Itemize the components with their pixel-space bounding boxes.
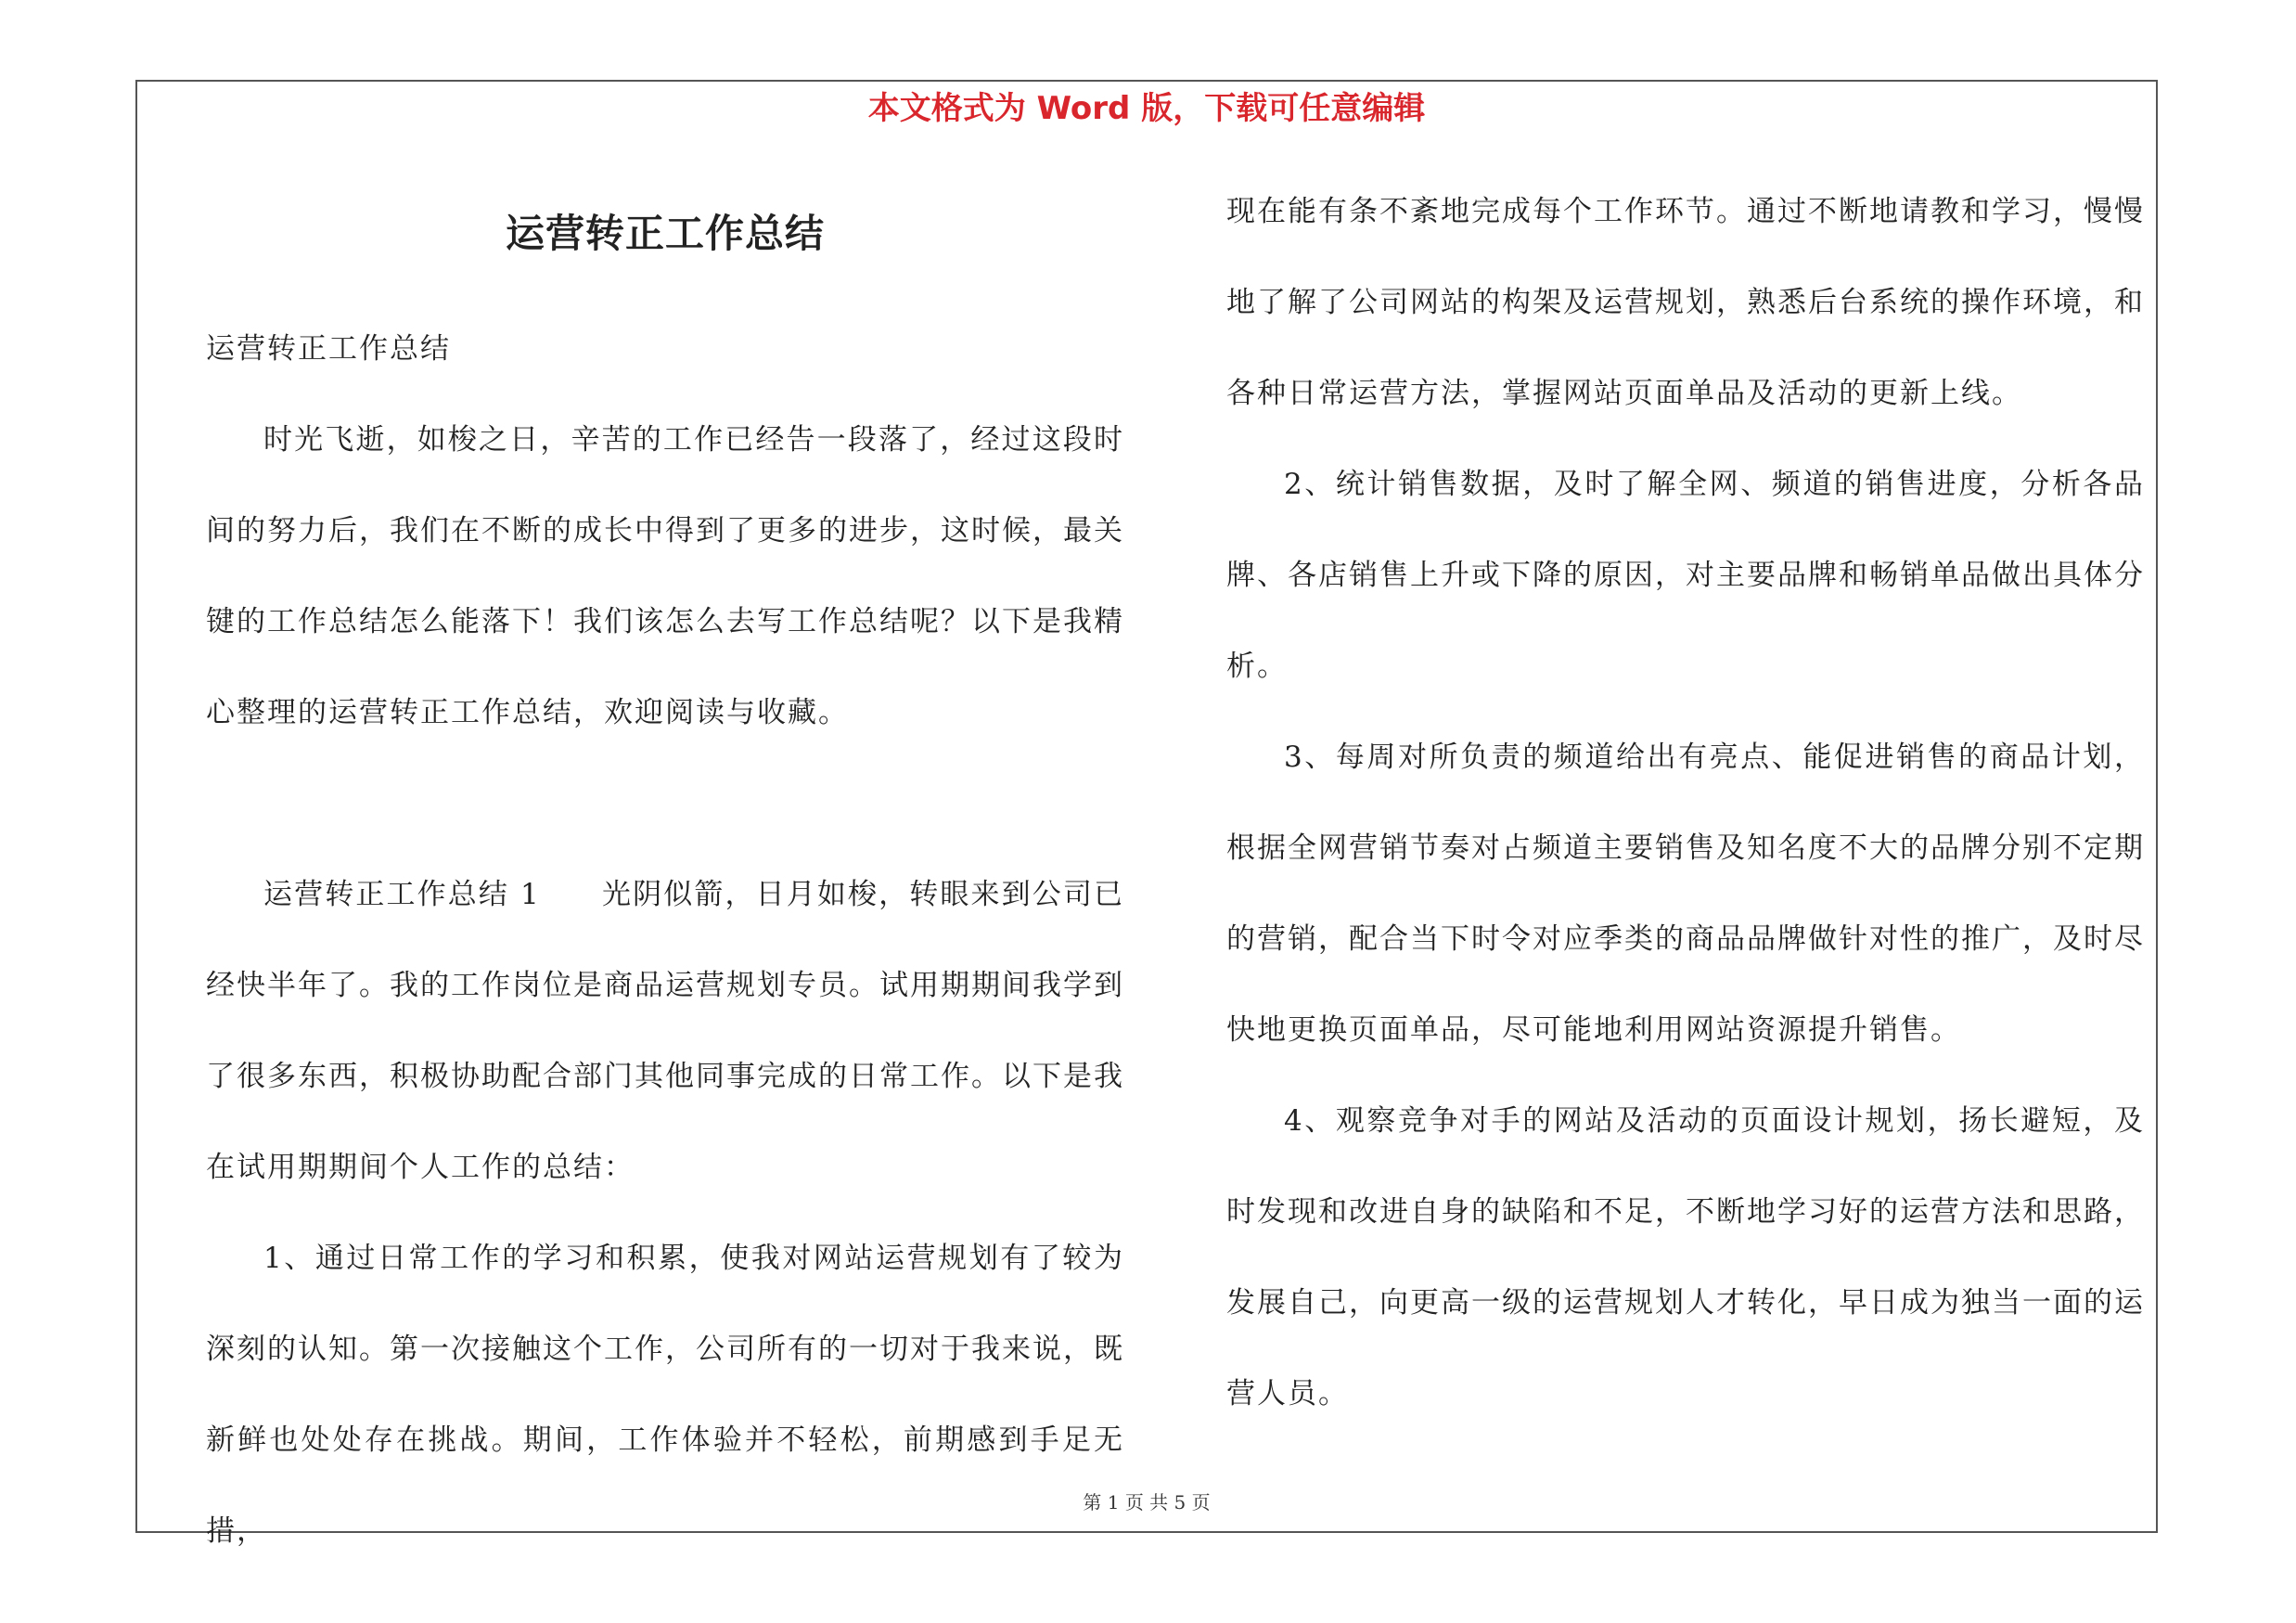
word-format-banner: 本文格式为 Word 版，下载可任意编辑 <box>867 90 1426 127</box>
point-1-paragraph: 1、通过日常工作的学习和积累，使我对网站运营规划有了较为深刻的认知。第一次接触这个工作，公司所有的一切对于我来说，既新鲜也处处存在挑战。期间，工作体验并不轻松，前期感到手足无措， <box>206 1242 1124 1548</box>
left-column <box>206 303 1124 1577</box>
summary-1-paragraph: 运营转正工作总结 1 光阴似箭，日月如梭，转眼来到公司已经快半年了。我的工作岗位是商品运营规划专员。试用期期间我学到了很多东西，积极协助配合部门其他同事完成的日常工作。以下是我在试用期期间个人工作的总结： <box>206 878 1124 1184</box>
subtitle-line: 运营转正工作总结 <box>206 332 451 366</box>
page-number-footer: 第 1 页 共 5 页 <box>1083 1491 1211 1514</box>
point-4-paragraph: 4、观察竞争对手的网站及活动的页面设计规划，扬长避短，及时发现和改进自身的缺陷和不足，不断地学习好的运营方法和思路，发展自己，向更高一级的运营规划人才转化，早日成为独当一面的运营人员。 <box>1226 1104 2145 1410</box>
point-3-paragraph: 3、每周对所负责的频道给出有亮点、能促进销售的商品计划，根据全网营销节奏对占频道主要销售及知名度不大的品牌分别不定期的营销，配合当下时令对应季类的商品品牌做针对性的推广，及时尽快地更换页面单品，尽可能地利用网站资源提升销售。 <box>1226 741 2145 1047</box>
right-column <box>1226 166 2145 1439</box>
point-1-continued-paragraph: 现在能有条不紊地完成每个工作环节。通过不断地请教和学习，慢慢地了解了公司网站的构架及运营规划，熟悉后台系统的操作环境，和各种日常运营方法，掌握网站页面单品及活动的更新上线。 <box>1226 195 2145 410</box>
intro-paragraph: 时光飞逝，如梭之日，辛苦的工作已经告一段落了，经过这段时间的努力后，我们在不断的成长中得到了更多的进步，这时候，最关键的工作总结怎么能落下！我们该怎么去写工作总结呢？以下是我精心整理的运营转正工作总结，欢迎阅读与收藏。 <box>206 423 1124 729</box>
point-2-paragraph: 2、统计销售数据，及时了解全网、频道的销售进度，分析各品牌、各店销售上升或下降的原因，对主要品牌和畅销单品做出具体分析。 <box>1226 468 2145 683</box>
document-title: 运营转正工作总结 <box>505 211 825 256</box>
